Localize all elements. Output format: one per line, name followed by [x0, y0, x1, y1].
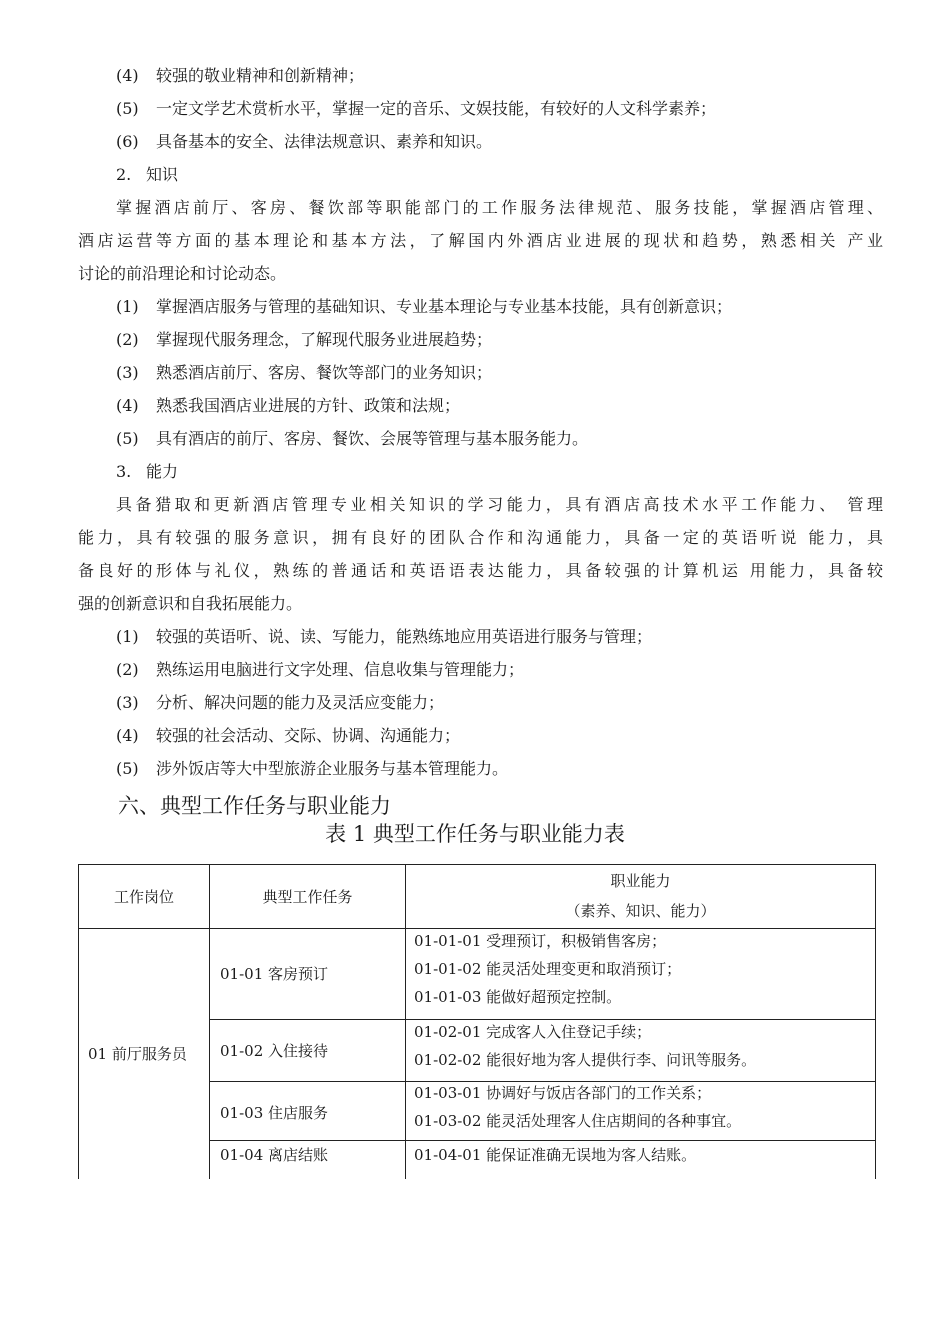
position-cell: 01 前厅服务员: [88, 1045, 187, 1063]
table-border: [78, 864, 876, 865]
list-item: (6) 具备基本的安全、法律法规意识、素养和知识。: [116, 132, 493, 151]
ability-cell: 01-04-01 能保证准确无误地为客人结账。: [414, 1146, 697, 1164]
table-border: [209, 1081, 876, 1082]
table-border: [78, 928, 876, 929]
ability-paragraph-line: 强的创新意识和自我拓展能力。: [78, 594, 303, 613]
table-header-task: 典型工作任务: [262, 888, 353, 906]
knowledge-heading: 2. 知识: [116, 165, 179, 184]
knowledge-paragraph-line: 讨论的前沿理论和讨论动态。: [78, 264, 287, 283]
table-border: [209, 1019, 876, 1020]
ability-paragraph-line: 备良好的形体与礼仪，熟练的普通话和英语语表达能力，具备较强的计算机运 用能力，具备较: [78, 561, 883, 580]
list-item: (2) 掌握现代服务理念，了解现代服务业进展趋势；: [116, 330, 493, 349]
table-border: [209, 1140, 876, 1141]
list-item: (4) 较强的敬业精神和创新精神；: [116, 66, 365, 85]
ability-cell: 01-03-02 能灵活处理客人住店期间的各种事宜。: [414, 1112, 742, 1130]
task-cell: 01-03 住店服务: [220, 1104, 329, 1122]
ability-cell: 01-01-01 受理预订，积极销售客房；: [414, 932, 667, 950]
table-header-ability: 职业能力: [610, 872, 671, 890]
list-item: (1) 掌握酒店服务与管理的基础知识、专业基本理论与专业基本技能，具有创新意识；: [116, 297, 733, 316]
ability-paragraph-line: 能力，具有较强的服务意识，拥有良好的团队合作和沟通能力，具备一定的英语听说 能力，具: [78, 528, 883, 547]
table-header-position: 工作岗位: [113, 888, 174, 906]
ability-heading: 3. 能力: [116, 462, 179, 481]
ability-cell: 01-03-01 协调好与饭店各部门的工作关系；: [414, 1084, 712, 1102]
list-item: (5) 具有酒店的前厅、客房、餐饮、会展等管理与基本服务能力。: [116, 429, 589, 448]
table-header-ability-sub: （素养、知识、能力）: [565, 902, 716, 920]
list-item: (3) 分析、解决问题的能力及灵活应变能力；: [116, 693, 445, 712]
table-caption: 表 1 典型工作任务与职业能力表: [325, 822, 625, 846]
task-cell: 01-01 客房预订: [220, 965, 329, 983]
list-item: (4) 熟悉我国酒店业进展的方针、政策和法规；: [116, 396, 461, 415]
ability-cell: 01-02-01 完成客人入住登记手续；: [414, 1023, 652, 1041]
table-border: [875, 864, 876, 1179]
list-item: (3) 熟悉酒店前厅、客房、餐饮等部门的业务知识；: [116, 363, 493, 382]
task-cell: 01-02 入住接待: [220, 1042, 329, 1060]
list-item: (2) 熟练运用电脑进行文字处理、信息收集与管理能力；: [116, 660, 525, 679]
list-item: (1) 较强的英语听、说、读、写能力，能熟练地应用英语进行服务与管理；: [116, 627, 653, 646]
task-cell: 01-04 离店结账: [220, 1146, 329, 1164]
section-title: 六、典型工作任务与职业能力: [118, 794, 391, 818]
table-border: [78, 864, 79, 1179]
knowledge-paragraph-line: 掌握酒店前厅、客房、餐饮部等职能部门的工作服务法律规范、服务技能，掌握酒店管理、: [116, 198, 883, 217]
ability-paragraph-line: 具备猎取和更新酒店管理专业相关知识的学习能力，具有酒店高技术水平工作能力、 管理: [116, 495, 883, 514]
ability-cell: 01-02-02 能很好地为客人提供行李、问讯等服务。: [414, 1051, 757, 1069]
list-item: (5) 涉外饭店等大中型旅游企业服务与基本管理能力。: [116, 759, 509, 778]
list-item: (5) 一定文学艺术赏析水平，掌握一定的音乐、文娱技能，有较好的人文科学素养；: [116, 99, 717, 118]
table-border: [209, 864, 210, 1179]
ability-cell: 01-01-02 能灵活处理变更和取消预订；: [414, 960, 682, 978]
knowledge-paragraph-line: 酒店运营等方面的基本理论和基本方法，了解国内外酒店业进展的现状和趋势，熟悉相关 产业: [78, 231, 883, 250]
list-item: (4) 较强的社会活动、交际、协调、沟通能力；: [116, 726, 461, 745]
ability-cell: 01-01-03 能做好超预定控制。: [414, 988, 622, 1006]
